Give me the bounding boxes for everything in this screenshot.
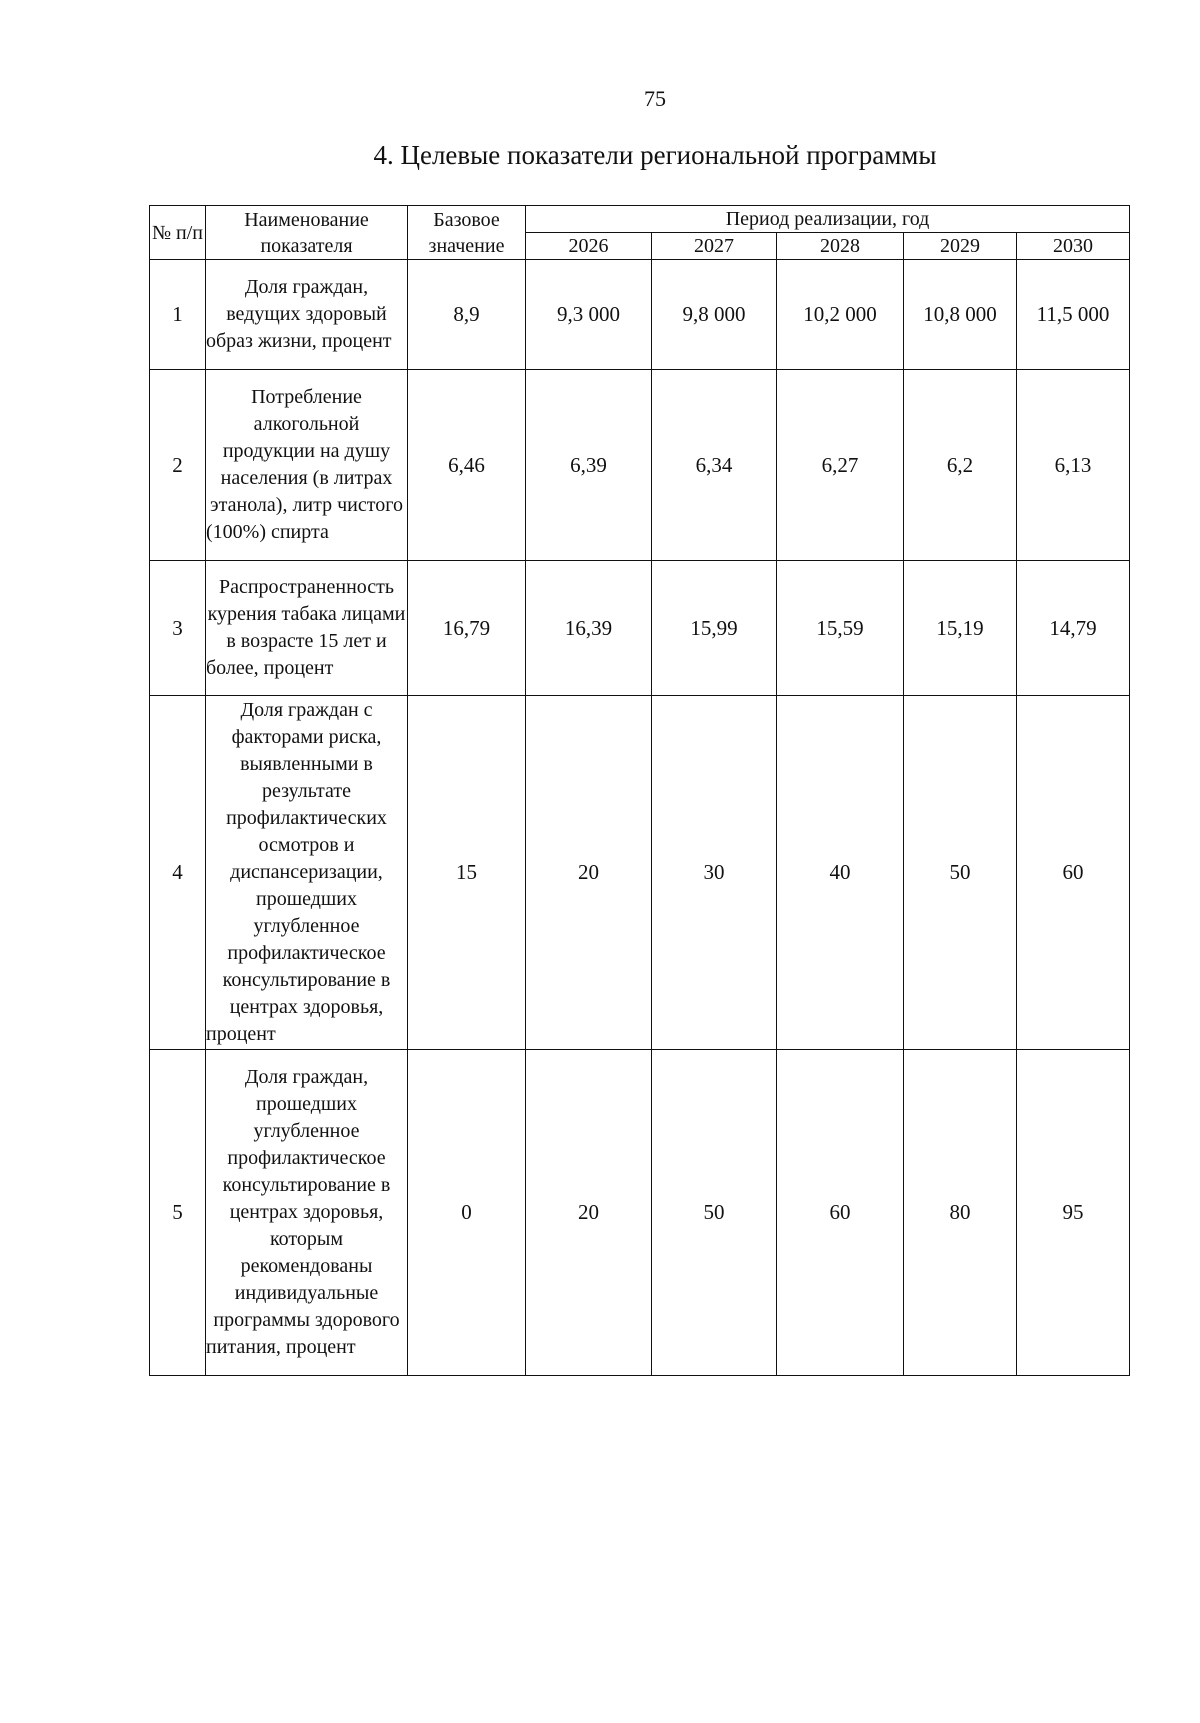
year-value: 15,19 [904,561,1017,696]
year-value: 6,13 [1017,370,1130,561]
table-row [150,696,1130,1050]
section-title: 4. Целевые показатели региональной программы [373,140,937,170]
year-value: 9,8 000 [652,260,777,370]
row-number: 5 [150,1050,206,1376]
year-value: 15,59 [777,561,904,696]
row-number: 1 [150,260,206,370]
row-number: 3 [150,561,206,696]
header-year: 2026 [526,233,652,260]
year-value: 60 [777,1050,904,1376]
year-value: 95 [1017,1050,1130,1376]
base-value: 15 [408,696,526,1050]
year-value: 9,3 000 [526,260,652,370]
base-value: 8,9 [408,260,526,370]
header-year: 2030 [1017,233,1130,260]
year-value: 15,99 [652,561,777,696]
year-value: 80 [904,1050,1017,1376]
year-value: 20 [526,696,652,1050]
header-base-value: Базовое значение [408,206,526,260]
year-value: 10,8 000 [904,260,1017,370]
year-value: 14,79 [1017,561,1130,696]
header-year: 2027 [652,233,777,260]
table-row [150,561,1130,696]
page-number: 75 [644,86,666,111]
row-number: 2 [150,370,206,561]
base-value: 0 [408,1050,526,1376]
year-value: 6,39 [526,370,652,561]
year-value: 10,2 000 [777,260,904,370]
header-num: № п/п [150,206,206,260]
indicator-name: Распространенность курения табака лицами в возрасте 15 лет и более, процент [206,561,408,696]
row-number: 4 [150,696,206,1050]
year-value: 30 [652,696,777,1050]
base-value: 16,79 [408,561,526,696]
table-row [150,370,1130,561]
header-year: 2029 [904,233,1017,260]
year-value: 50 [904,696,1017,1050]
year-value: 50 [652,1050,777,1376]
year-value: 20 [526,1050,652,1376]
base-value: 6,46 [408,370,526,561]
year-value: 40 [777,696,904,1050]
table-row [150,260,1130,370]
indicator-name: Потребление алкогольной продукции на душу населения (в литрах этанола), литр чистого (100%) спирта [206,370,408,561]
year-value: 60 [1017,696,1130,1050]
target-indicators-table [149,205,1130,1376]
year-value: 11,5 000 [1017,260,1130,370]
indicator-name: Доля граждан с факторами риска, выявленными в результате профилактических осмотров и диспансеризации, прошедших углубленное профилактическое консультирование в центрах здоровья, процент [206,696,408,1050]
year-value: 16,39 [526,561,652,696]
table-row [150,1050,1130,1376]
year-value: 6,2 [904,370,1017,561]
year-value: 6,34 [652,370,777,561]
header-period: Период реализации, год [526,206,1130,233]
year-value: 6,27 [777,370,904,561]
header-indicator-name: Наименование показателя [206,206,408,260]
indicator-name: Доля граждан, прошедших углубленное профилактическое консультирование в центрах здоровья, которым рекомендованы индивидуальные программы здорового питания, процент [206,1050,408,1376]
header-year: 2028 [777,233,904,260]
indicator-name: Доля граждан, ведущих здоровый образ жизни, процент [206,260,408,370]
